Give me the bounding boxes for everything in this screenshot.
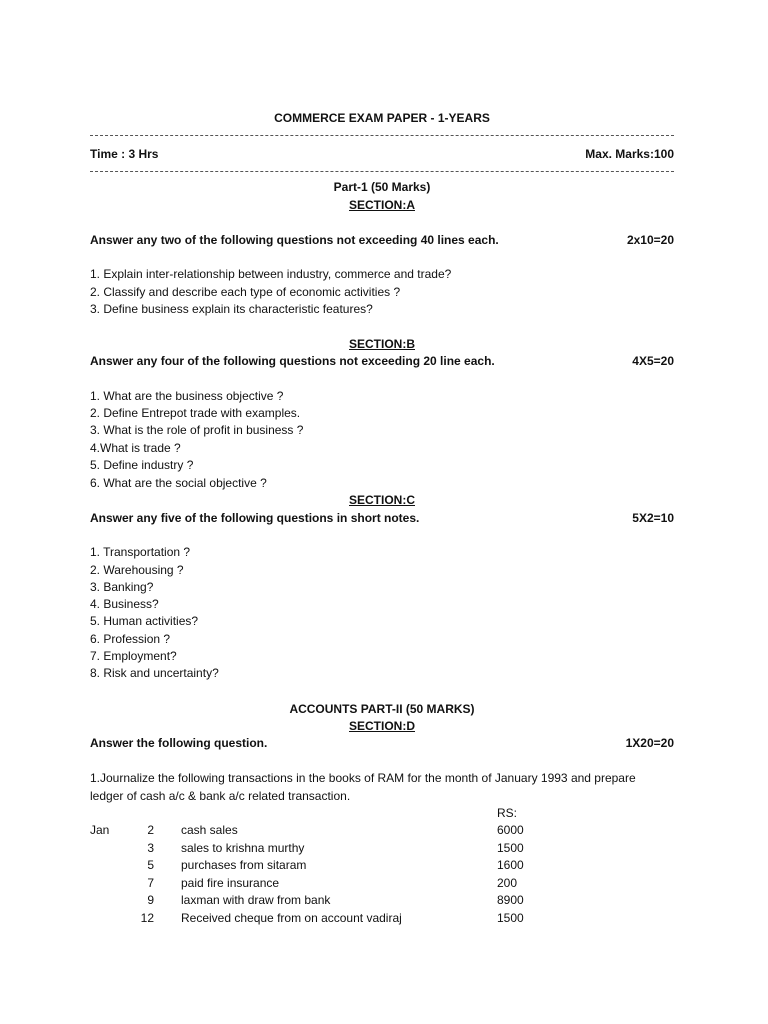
transaction-amount: 1500 <box>497 911 524 925</box>
question-item: 2. Classify and describe each type of economic activities ? <box>90 285 401 299</box>
paper-title: COMMERCE EXAM PAPER - 1-YEARS <box>274 111 490 125</box>
question-item: 1. What are the business objective ? <box>90 389 284 403</box>
question-item: 6. Profession ? <box>90 632 171 646</box>
question-item: 5. Human activities? <box>90 614 199 628</box>
transaction-day: 9 <box>147 893 154 907</box>
question-item: 5. Define industry ? <box>90 458 194 472</box>
transaction-day: 5 <box>147 858 154 872</box>
amount-column-header: RS: <box>497 806 518 820</box>
transaction-description: purchases from sitaram <box>181 858 307 872</box>
transaction-description: paid fire insurance <box>181 876 280 890</box>
section-c-instruction: Answer any five of the following questions in short notes. <box>90 511 420 525</box>
section-b-marks: 4X5=20 <box>632 354 674 368</box>
question-text-continued: ledger of cash a/c & bank a/c related transaction. <box>90 789 351 803</box>
transaction-amount: 200 <box>497 876 518 890</box>
time-allowed: Time : 3 Hrs <box>90 147 159 161</box>
transaction-description: sales to krishna murthy <box>181 841 305 855</box>
part1-heading: Part-1 (50 Marks) <box>333 180 431 194</box>
transaction-day: 7 <box>147 876 154 890</box>
question-item: 1. Explain inter-relationship between industry, commerce and trade? <box>90 267 452 281</box>
question-item: 2. Define Entrepot trade with examples. <box>90 406 301 420</box>
question-item: 6. What are the social objective ? <box>90 476 267 490</box>
divider-bottom <box>90 171 674 172</box>
question-item: 7. Employment? <box>90 649 177 663</box>
transaction-month: Jan <box>90 823 110 837</box>
transaction-amount: 6000 <box>497 823 524 837</box>
question-item: 1. Transportation ? <box>90 545 191 559</box>
section-b-instruction: Answer any four of the following questions not exceeding 20 line each. <box>90 354 495 368</box>
transaction-amount: 1500 <box>497 841 524 855</box>
question-text: 1.Journalize the following transactions in the books of RAM for the month of January 1993 and prepare <box>90 771 636 785</box>
transaction-day: 3 <box>147 841 154 855</box>
transaction-description: laxman with draw from bank <box>181 893 331 907</box>
question-item: 4.What is trade ? <box>90 441 181 455</box>
max-marks: Max. Marks:100 <box>585 147 674 161</box>
question-item: 8. Risk and uncertainty? <box>90 666 219 680</box>
question-item: 3. What is the role of profit in business ? <box>90 423 304 437</box>
section-d-title: SECTION:D <box>349 719 415 733</box>
transaction-day: 12 <box>140 911 154 925</box>
question-item: 3. Define business explain its characteristic features? <box>90 302 373 316</box>
section-c-marks: 5X2=10 <box>632 511 674 525</box>
section-d-instruction: Answer the following question. <box>90 736 268 750</box>
divider-top <box>90 135 674 136</box>
question-item: 2. Warehousing ? <box>90 563 184 577</box>
transaction-amount: 8900 <box>497 893 524 907</box>
transaction-day: 2 <box>147 823 154 837</box>
section-b-title: SECTION:B <box>349 337 415 351</box>
section-d-marks: 1X20=20 <box>625 736 674 750</box>
section-a-marks: 2x10=20 <box>626 233 674 247</box>
part2-heading: ACCOUNTS PART-II (50 MARKS) <box>289 702 475 716</box>
section-a-instruction: Answer any two of the following questions not exceeding 40 lines each. <box>90 233 499 247</box>
question-item: 4. Business? <box>90 597 159 611</box>
transaction-description: cash sales <box>181 823 238 837</box>
transaction-description: Received cheque from on account vadiraj <box>181 911 402 925</box>
section-c-title: SECTION:C <box>349 493 415 507</box>
section-a-title: SECTION:A <box>349 198 415 212</box>
transaction-amount: 1600 <box>497 858 524 872</box>
question-item: 3. Banking? <box>90 580 154 594</box>
